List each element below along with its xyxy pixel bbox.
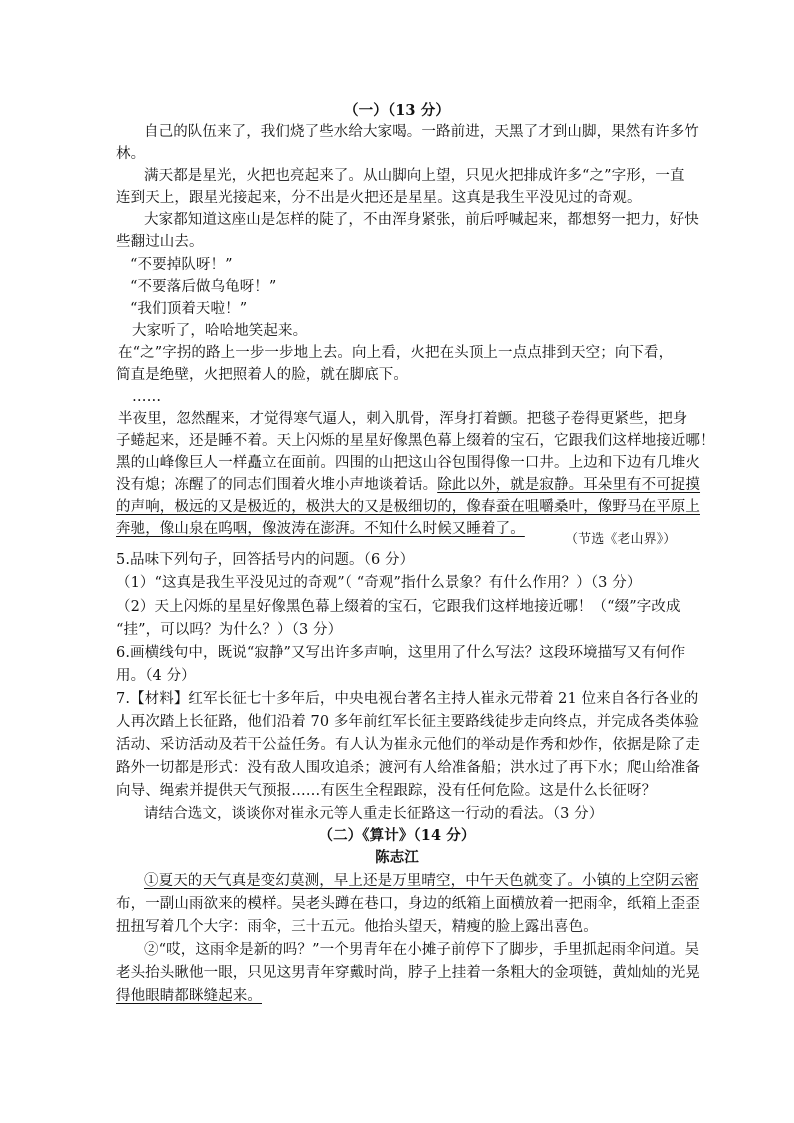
question-5-2-cont: “挂”，可以吗？为什么？）（3 分） <box>116 622 343 638</box>
story-line-underlined: ①夏天的天气真是变幻莫测，早上还是万里晴空，中午天色就变了。小镇的上空阴云密 <box>144 873 699 889</box>
question-7-cont: 路外一切都是形式：没有敌人围攻追杀；渡河有人给准备船；洪水过了再下水；爬山给准备 <box>116 760 700 776</box>
section-1-heading: （一）（13 分） <box>344 102 450 119</box>
passage-line: 简直是绝壁，火把照着人的脸，就在脚底下。 <box>116 367 408 383</box>
passage-line: 些翻过山去。 <box>116 234 204 250</box>
story-line: 扭扭写着几个大字：雨伞，三十五元。他抬头望天，精瘦的脸上露出喜色。 <box>116 919 598 935</box>
question-6: 6.画横线句中，既说“寂静”又写出许多声响，这里用了什么写法？这段环境描写又有何作 <box>116 645 686 661</box>
section-2-author: 陈志江 <box>375 849 419 866</box>
passage-line: 大家都知道这座山是怎样的陡了，不由浑身紧张，前后呼喊起来，都想努一把力，好快 <box>144 212 699 228</box>
ellipsis-line: …… <box>132 389 162 405</box>
passage-line: 在“之”字拐的路上一步一步地上去。向上看，火把在头顶上一点点排到天空；向下看， <box>118 345 674 361</box>
underlined-line: 奔驰，像山泉在呜咽，像波涛在澎湃。不知什么时候又睡着了。 <box>116 521 525 537</box>
passage-line: 林。 <box>116 146 146 162</box>
passage-line: 大家听了，哈哈地笑起来。 <box>132 323 308 339</box>
question-5: 5.品味下列句子，回答括号内的问题。（6 分） <box>116 552 415 568</box>
question-5-1: （1）“这真是我生平没见过的奇观”（ “奇观”指什么景象？有什么作用？）（3 分） <box>116 575 642 591</box>
passage-line: 子蜷起来，还是睡不着。天上闪烁的星星好像黑色幕上缀着的宝石，它跟我们这样地接近哪！ <box>116 433 715 449</box>
dialogue-line: “不要落后做乌龟呀！” <box>130 279 277 295</box>
question-7-cont: 人再次踏上长征路，他们沿着 70 多年前红军长征主要路线徒步走向终点，并完成各类体验 <box>116 714 699 730</box>
story-line-underlined: 得他眼睛都眯缝起来。 <box>116 988 262 1004</box>
question-7-cont: 向导、绳索并提供天气预报……有医生全程跟踪，没有任何危险。这是什么长征呀？ <box>116 783 657 799</box>
section-2-heading: （二）《算计》（14 分） <box>318 827 476 844</box>
passage-line: 自己的队伍来了，我们烧了些水给大家喝。一路前进，天黑了才到山脚，果然有许多竹 <box>144 124 699 140</box>
story-line: ②“哎，这雨伞是新的吗？”一个男青年在小摊子前停下了脚步，手里抓起雨伞问道。吴 <box>144 942 700 958</box>
question-6-cont: 用。（4 分） <box>116 668 196 684</box>
source-citation: （节选《老山界》） <box>565 532 677 547</box>
dialogue-line: “我们顶着天啦！” <box>130 301 248 317</box>
passage-line: 半夜里，忽然醒来，才觉得寒气逼人，刺入肌骨，浑身打着颤。把毯子卷得更紧些，把身 <box>118 411 688 427</box>
question-7-cont: 活动、采访活动及若干公益任务。有人认为崔永元他们的举动是作秀和炒作，依据是除了走 <box>116 737 700 753</box>
dialogue-line: “不要掉队呀！” <box>130 257 233 273</box>
question-5-2: （2）天上闪烁的星星好像黑色幕上缀着的宝石，它跟我们这样地接近哪！（“缀”字改成 <box>116 599 681 615</box>
passage-line-with-underline: 没有熄；冻醒了的同志们围着火堆小声地谈着话。除此以外，就是寂静。耳朵里有不可捉摸 <box>116 477 701 493</box>
story-line: 老头抬头瞅他一眼，只见这男青年穿戴时尚，脖子上挂着一条粗大的金项链，黄灿灿的光晃 <box>116 965 700 981</box>
passage-line: 黑的山峰像巨人一样矗立在面前。四围的山把这山谷包围得像一口井。上边和下边有几堆火 <box>116 455 700 471</box>
question-7-prompt: 请结合选文，谈谈你对崔永元等人重走长征路这一行动的看法。（3 分） <box>144 806 604 822</box>
underlined-segment: 除此以外，就是寂静。耳朵里有不可捉摸 <box>437 477 701 493</box>
story-line: 布，一副山雨欲来的模样。吴老头蹲在巷口，身边的纸箱上面横放着一把雨伞，纸箱上歪歪 <box>116 896 700 912</box>
passage-line: 满天都是星光，火把也亮起来了。从山脚向上望，只见火把排成许多“之”字形，一直 <box>144 168 685 184</box>
question-7: 7.【材料】红军长征七十多年后，中央电视台著名主持人崔永元带着 21 位来自各行各业的 <box>116 691 699 707</box>
passage-line: 连到天上，跟星光接起来，分不出是火把还是星星。这真是我生平没见过的奇观。 <box>116 190 642 206</box>
underlined-line: 的声响，极远的又是极近的，极洪大的又是极细切的，像春蚕在咀嚼桑叶，像野马在平原上 <box>116 499 700 515</box>
